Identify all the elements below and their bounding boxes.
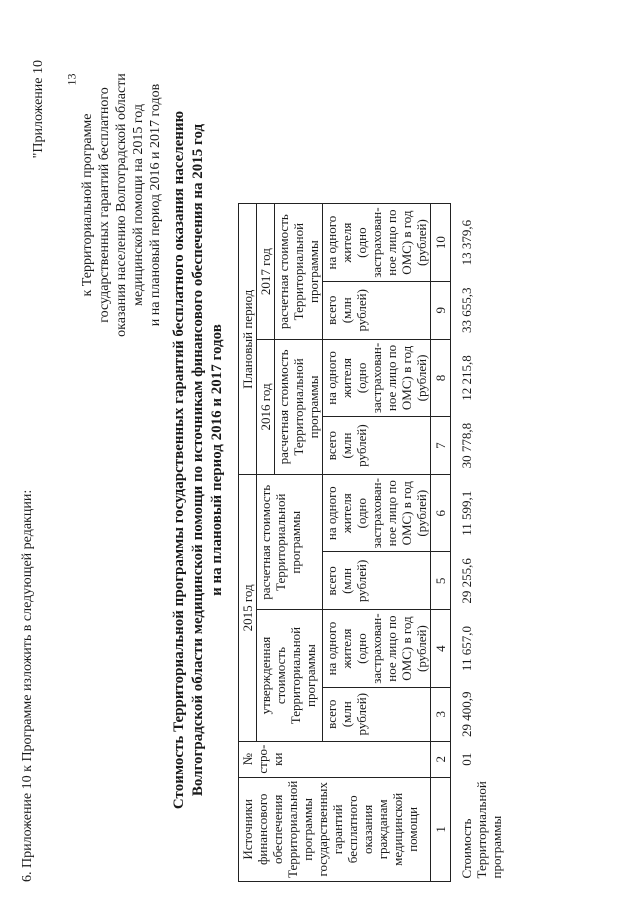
appendix-header [30,20,164,390]
header-row-number: № стро-ки [239,741,431,777]
column-number: 1 [431,777,451,881]
header-total: всего (млн рублей) [323,417,431,475]
rotated-page [20,10,620,890]
column-number: 5 [431,552,451,610]
table-cell: 11 657,0 [459,626,474,672]
cost-table [238,203,505,882]
appendix-line: государственных гарантий бесплатного [97,87,112,323]
header-approved-cost: утвержденная стоимость Территориальной программы [257,610,323,741]
table-row [451,204,506,882]
row-number: 01 [459,752,474,766]
table-cell: 30 778,8 [459,422,474,469]
header-year-2015: 2015 год [239,475,257,742]
table-cell: 29 255,6 [459,558,474,604]
appendix-line: и на плановый период 2016 и 2017 годов [148,83,163,327]
table-cell: 29 400,9 [459,691,474,737]
header-calc-cost-2015: расчетная стоимость Территориальной программы [257,475,323,610]
title-line: Волгоградской области медицинской помощи по источникам финансового обеспечения на 2015 год [190,123,206,797]
table-cell: 12 215,8 [459,355,474,401]
column-number: 7 [431,417,451,475]
appendix-line: медицинской помощи на 2015 год [131,104,146,306]
column-number: 4 [431,610,451,687]
header-year-2017: 2017 год [257,204,275,339]
header-per-capita: на одного жителя (одно застрахован-ное лицо по ОМС) в год (рублей) [323,204,431,281]
column-number: 10 [431,204,451,281]
header-per-capita: на одного жителя (одно застрахован-ное лицо по ОМС) в год (рублей) [323,610,431,687]
column-number: 3 [431,687,451,741]
table-cell: 13 379,6 [459,219,474,266]
header-source: Источники финансового обеспечения Территориальной программы государственных гарантий бесплатного оказания гражданам медицинской помощи [239,777,431,881]
title-line: Стоимость Территориальной программы государственных гарантий бесплатного оказания населению [171,110,187,810]
title-line: и на плановый период 2016 и 2017 годов [209,324,225,596]
header-year-2016: 2016 год [257,339,275,474]
document-title [170,50,227,870]
table-cell: 11 599,1 [459,490,474,536]
page-number: 13 [64,73,79,86]
header-per-capita: на одного жителя (одно застрахован-ное лицо по ОМС) в год (рублей) [323,475,431,552]
header-calc-cost-2017: расчетная стоимость Территориальной программы [275,204,323,339]
intro-text: 6. Приложение 10 к Программе изложить в следующей редакции: [20,489,35,882]
header-planned-period: Плановый период [239,204,257,475]
column-number: 6 [431,475,451,552]
row-label: Стоимость Территориальной программы [459,781,504,879]
appendix-line: к Территориальной программе [80,113,95,297]
column-number: 2 [431,741,451,777]
header-calc-cost-2016: расчетная стоимость Территориальной программы [275,339,323,474]
appendix-line: оказания населению Волгоградской области [114,73,129,337]
header-total: всего (млн рублей) [323,687,431,741]
column-number: 9 [431,281,451,339]
header-total: всего (млн рублей) [323,552,431,610]
header-total: всего (млн рублей) [323,281,431,339]
column-number: 8 [431,339,451,416]
header-per-capita: на одного жителя (одно застрахован-ное лицо по ОМС) в год (рублей) [323,339,431,416]
appendix-title: "Приложение 10 [31,60,46,159]
table-cell: 33 655,3 [459,287,474,334]
